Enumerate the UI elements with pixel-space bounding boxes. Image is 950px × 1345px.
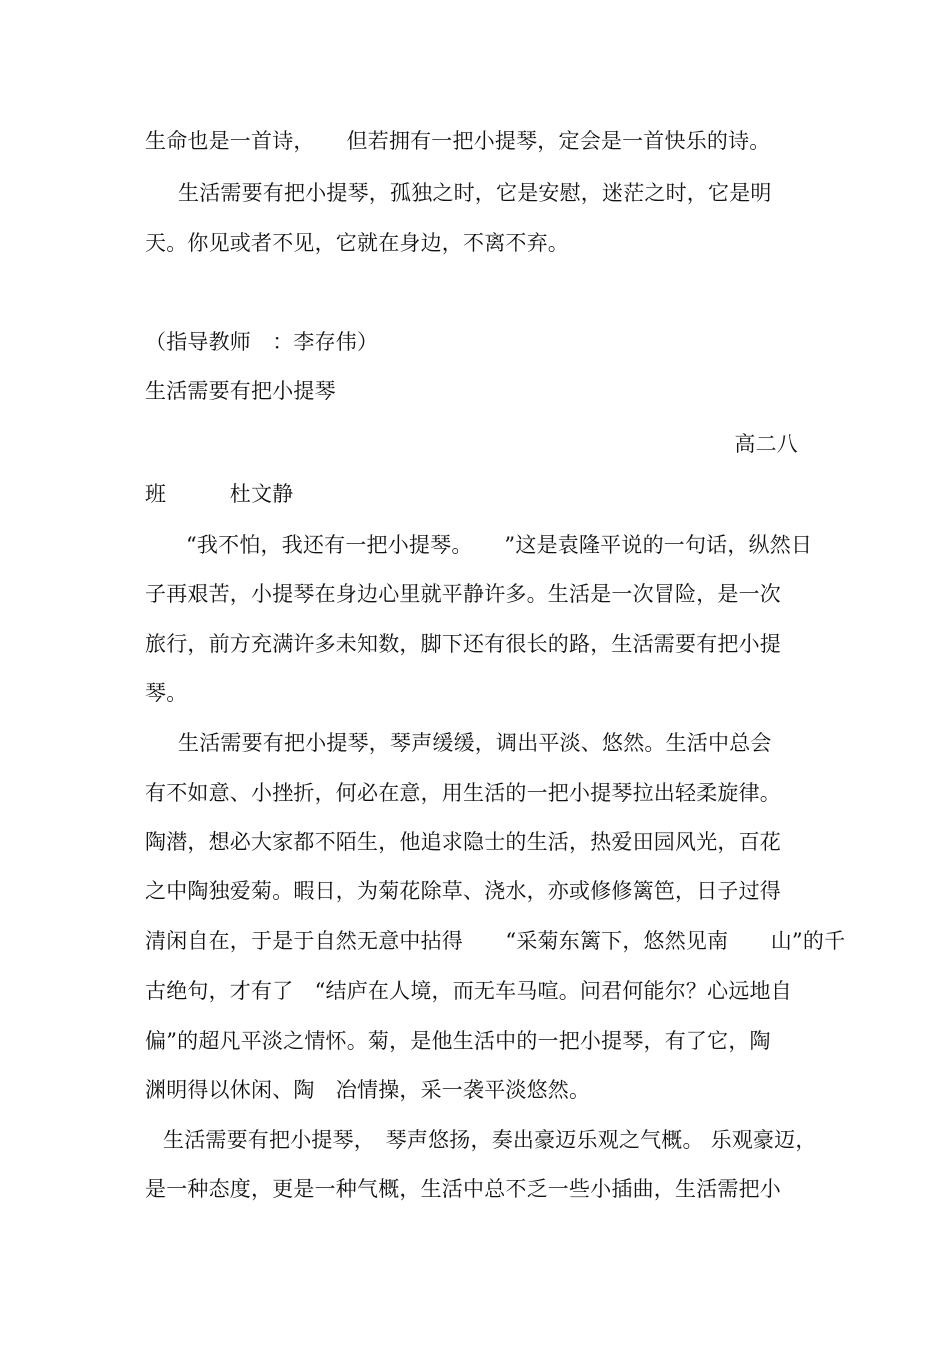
- text-line: 古绝句，才有了 “结庐在人境，而无车马喧。问君何能尔？心远地自: [145, 979, 792, 1003]
- author-name: 班 杜文静: [145, 482, 294, 506]
- article-title: 生活需要有把小提琴: [145, 379, 336, 403]
- text-line: 子再艰苦，小提琴在身边心里就平静许多。生活是一次冒险，是一次: [145, 582, 781, 606]
- text-line: 偏”的超凡平淡之情怀。菊，是他生活中的一把小提琴，有了它，陶: [145, 1029, 771, 1053]
- text-line: 渊明得以休闲、陶 冶情操，采一袭平淡悠然。: [145, 1078, 591, 1102]
- text-line: 有不如意、小挫折，何必在意，用生活的一把小提琴拉出轻柔旋律。: [145, 781, 781, 805]
- text-line: 生命也是一首诗， 但若拥有一把小提琴，定会是一首快乐的诗。: [145, 129, 771, 153]
- text-line: 生活需要有把小提琴，孤独之时，它是安慰，迷茫之时，它是明: [178, 181, 772, 205]
- advisor-note: （指导教师 ：李存伟）: [145, 330, 379, 354]
- text-line: 天。你见或者不见，它就在身边，不离不弃。: [145, 231, 569, 255]
- text-line: 旅行，前方充满许多未知数，脚下还有很长的路，生活需要有把小提: [145, 632, 781, 656]
- text-line: 之中陶独爱菊。暇日，为菊花除草、浇水，亦或修修篱笆，日子过得: [145, 879, 781, 903]
- text-line: 陶潜，想必大家都不陌生，他追求隐士的生活，热爱田园风光，百花: [145, 830, 781, 854]
- text-line: “我不怕，我还有一把小提琴。 ”这是袁隆平说的一句话，纵然日: [186, 533, 813, 557]
- text-line: 生活需要有把小提琴，琴声缓缓，调出平淡、悠然。生活中总会: [178, 731, 772, 755]
- author-class: 高二八: [734, 432, 798, 456]
- text-line: 琴。: [145, 681, 188, 705]
- text-line: 是一种态度，更是一种气概，生活中总不乏一些小插曲，生活需把小: [145, 1177, 781, 1201]
- text-line: 生活需要有把小提琴， 琴声悠扬，奏出豪迈乐观之气概。 乐观豪迈，: [163, 1128, 817, 1152]
- text-line: 清闲自在，于是于自然无意中拈得 “采菊东篱下，悠然见南 山”的千: [145, 929, 846, 953]
